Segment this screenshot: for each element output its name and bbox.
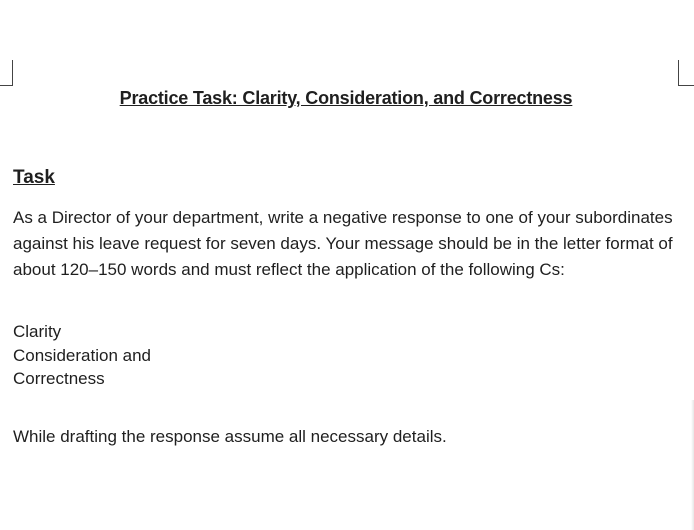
document-title[interactable]: Practice Task: Clarity, Consideration, and Correctness — [119, 88, 573, 108]
task-paragraph[interactable]: As a Director of your department, write a negative response to one of your subordinates against his leave request for seven days. Your message should be in the letter format of about 120–150 words and must reflect the application of the following Cs: — [13, 208, 673, 279]
cs-item-consideration[interactable]: Consideration and — [13, 345, 151, 365]
section-heading-task[interactable]: Task — [13, 167, 55, 188]
cs-list — [13, 320, 151, 391]
closing-paragraph[interactable]: While drafting the response assume all necessary details. — [13, 427, 447, 446]
cs-item-correctness[interactable]: Correctness — [13, 369, 105, 388]
cs-item-clarity[interactable]: Clarity — [13, 322, 62, 341]
left-margin-marker — [0, 60, 13, 86]
right-margin-marker — [678, 60, 694, 86]
